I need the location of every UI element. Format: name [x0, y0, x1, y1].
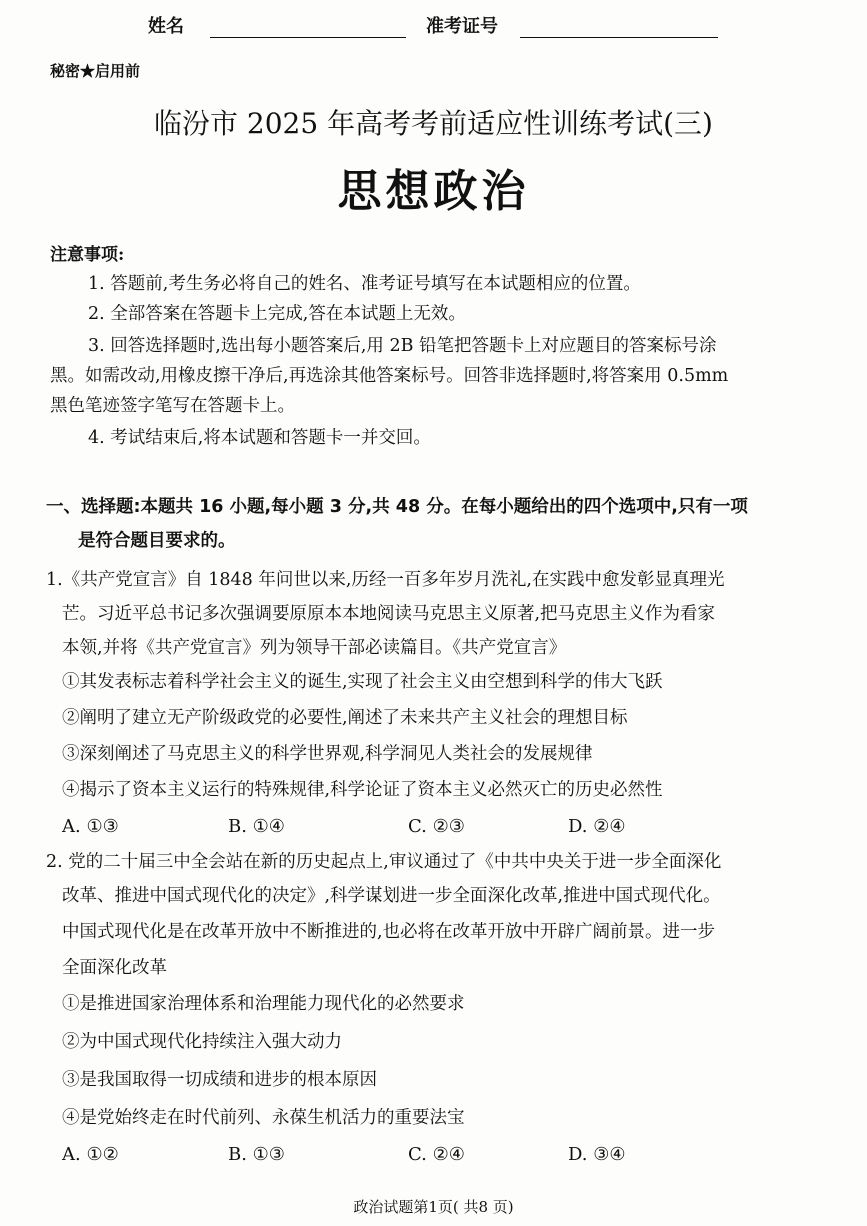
page-footer: 政治试题第1页( 共8 页) [353, 1198, 514, 1216]
question-2-stem: 中国式现代化是在改革开放中不断推进的,也必将在改革开放中开辟广阔前景。进一步 [62, 922, 716, 942]
option-b[interactable]: B. ①③ [228, 1144, 285, 1165]
notes-heading: 注意事项: [50, 245, 125, 265]
note-item: 黑色笔迹签字笔写在答题卡上。 [50, 396, 295, 416]
question-2-stem: 改革、推进中国式现代化的决定》,科学谋划进一步全面深化改革,推进中国式现代化。 [62, 886, 721, 906]
name-field[interactable] [210, 37, 406, 38]
exam-title: 临汾市 2025 年高考考前适应性训练考试(三) [154, 107, 713, 140]
option-c[interactable]: C. ②③ [408, 816, 465, 837]
question-2-statement: ②为中国式现代化持续注入强大动力 [62, 1032, 342, 1052]
confidential-mark: 秘密★启用前 [50, 62, 141, 80]
candidate-info-row [148, 10, 748, 40]
question-2-statement: ③是我国取得一切成绩和进步的根本原因 [62, 1070, 377, 1090]
option-d[interactable]: D. ②④ [568, 816, 626, 837]
question-2-stem: 2. 党的二十届三中全会站在新的历史起点上,审议通过了《中共中央关于进一步全面深化 [46, 852, 722, 872]
name-label: 姓名 [148, 16, 184, 37]
option-b[interactable]: B. ①④ [228, 816, 285, 837]
note-item: 4. 考试结束后,将本试题和答题卡一并交回。 [88, 428, 431, 448]
option-c[interactable]: C. ②④ [408, 1144, 465, 1165]
note-item: 黑。如需改动,用橡皮擦干净后,再选涂其他答案标号。回答非选择题时,将答案用 0.5mm [50, 366, 729, 386]
question-1-stem: 1.《共产党宣言》自 1848 年问世以来,历经一百多年岁月洗礼,在实践中愈发彰显真理光 [46, 570, 725, 590]
question-2-options [62, 1144, 762, 1170]
question-1-stem: 芒。习近平总书记多次强调要原原本本地阅读马克思主义原著,把马克思主义作为看家 [62, 604, 716, 624]
question-1-statement: ②阐明了建立无产阶级政党的必要性,阐述了未来共产主义社会的理想目标 [62, 708, 628, 728]
exam-id-label: 准考证号 [426, 16, 498, 37]
question-2-statement: ①是推进国家治理体系和治理能力现代化的必然要求 [62, 994, 465, 1014]
exam-id-field[interactable] [520, 37, 718, 38]
question-1-statement: ①其发表标志着科学社会主义的诞生,实现了社会主义由空想到科学的伟大飞跃 [62, 672, 663, 692]
note-item: 3. 回答选择题时,选出每小题答案后,用 2B 铅笔把答题卡上对应题目的答案标号涂 [88, 336, 717, 356]
option-a[interactable]: A. ①③ [62, 816, 119, 837]
question-1-options [62, 816, 762, 842]
question-2-stem: 全面深化改革 [62, 958, 167, 978]
subject-title: 思想政治 [337, 166, 530, 217]
question-1-stem: 本领,并将《共产党宣言》列为领导干部必读篇目。《共产党宣言》 [62, 638, 567, 658]
question-1-statement: ③深刻阐述了马克思主义的科学世界观,科学洞见人类社会的发展规律 [62, 744, 593, 764]
note-item: 1. 答题前,考生务必将自己的姓名、准考证号填写在本试题相应的位置。 [88, 274, 641, 294]
note-item: 2. 全部答案在答题卡上完成,答在本试题上无效。 [88, 304, 466, 324]
option-a[interactable]: A. ①② [62, 1144, 119, 1165]
section-heading-cont: 是符合题目要求的。 [78, 531, 236, 551]
section-heading: 一、选择题:本题共 16 小题,每小题 3 分,共 48 分。在每小题给出的四个选项中,只有一项 [46, 497, 748, 517]
option-d[interactable]: D. ③④ [568, 1144, 626, 1165]
question-2-statement: ④是党始终走在时代前列、永葆生机活力的重要法宝 [62, 1108, 465, 1128]
question-1-statement: ④揭示了资本主义运行的特殊规律,科学论证了资本主义必然灭亡的历史必然性 [62, 780, 663, 800]
